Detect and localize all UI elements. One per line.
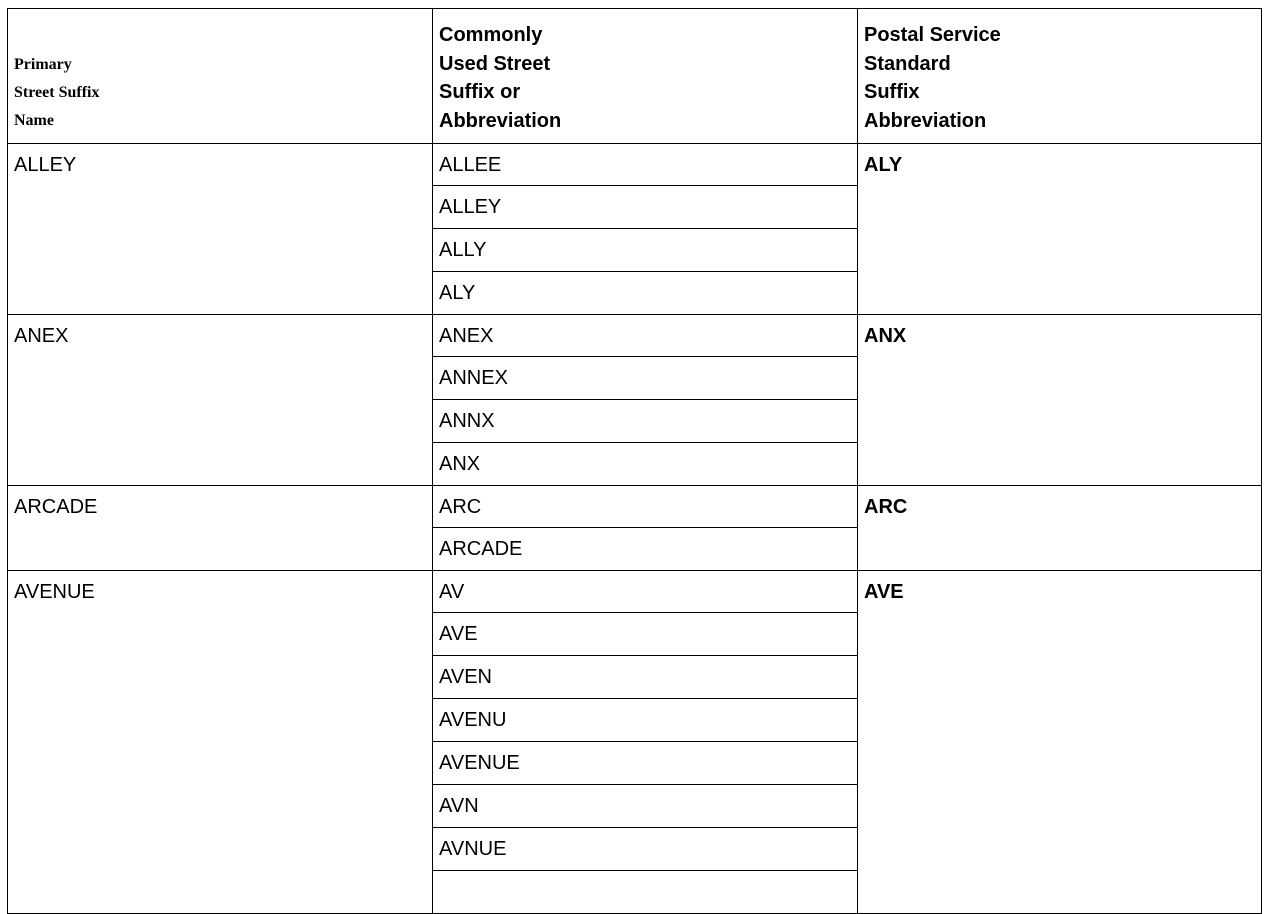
variant-cell: AVENU — [433, 699, 858, 742]
variant-cell: AV — [433, 571, 858, 613]
header-line: Abbreviation — [864, 109, 987, 132]
header-line: Suffix — [864, 81, 920, 103]
primary-suffix-cell: AVENUE — [8, 571, 433, 914]
page-content — [7, 8, 1261, 888]
header-line: Suffix or — [439, 81, 521, 103]
header-primary-street-suffix-name — [8, 9, 433, 144]
variant-cell: ARC — [433, 486, 858, 528]
variant-cell: ANNX — [433, 400, 858, 443]
header-line: Used Street — [439, 52, 551, 75]
header-commonly-used-suffix — [433, 9, 858, 144]
header-postal-standard-abbreviation — [858, 9, 1262, 144]
standard-abbreviation-cell: ALY — [858, 144, 1262, 315]
table-row — [8, 144, 1262, 186]
variant-cell: ANEX — [433, 315, 858, 357]
table-row — [8, 315, 1262, 357]
table-row — [8, 571, 1262, 613]
variant-cell: ANX — [433, 443, 858, 486]
header-line: Name — [14, 112, 54, 129]
variant-cell: ALY — [433, 272, 858, 315]
header-line: Street Suffix — [14, 84, 100, 101]
header-line: Commonly — [439, 24, 543, 46]
standard-abbreviation-cell: AVE — [858, 571, 1262, 914]
standard-abbreviation-cell: ARC — [858, 486, 1262, 571]
primary-suffix-cell: ARCADE — [8, 486, 433, 571]
variant-cell: ALLEE — [433, 144, 858, 186]
primary-suffix-cell: ANEX — [8, 315, 433, 486]
header-line: Abbreviation — [439, 109, 562, 132]
variant-cell: ARCADE — [433, 528, 858, 571]
variant-cell: AVEN — [433, 656, 858, 699]
header-line: Postal Service — [864, 24, 1001, 46]
table-header-row — [8, 9, 1262, 144]
variant-cell: AVN — [433, 785, 858, 828]
variant-cell: AVENUE — [433, 742, 858, 785]
variant-cell: AVNUE — [433, 828, 858, 871]
standard-abbreviation-cell: ANX — [858, 315, 1262, 486]
variant-cell: ALLY — [433, 229, 858, 272]
primary-suffix-cell: ALLEY — [8, 144, 433, 315]
variant-cell: ALLEY — [433, 186, 858, 229]
header-line: Primary — [14, 56, 72, 73]
variant-cell — [433, 871, 858, 914]
street-suffix-table — [7, 8, 1262, 914]
variant-cell: AVE — [433, 613, 858, 656]
header-line: Standard — [864, 52, 951, 75]
table-row — [8, 486, 1262, 528]
variant-cell: ANNEX — [433, 357, 858, 400]
